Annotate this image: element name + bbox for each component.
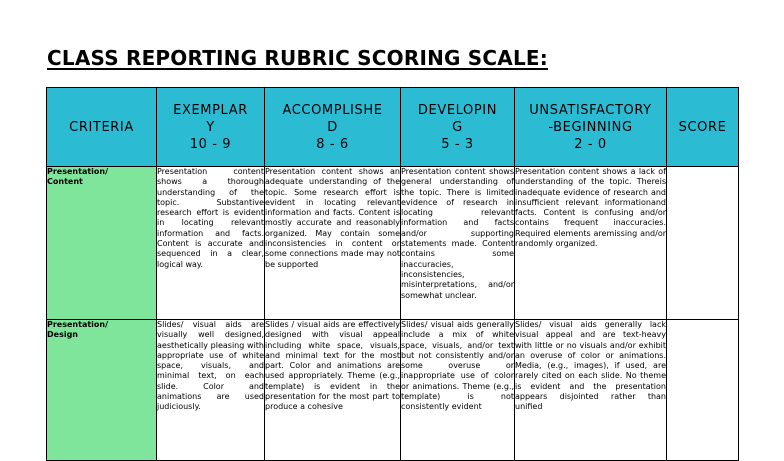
exemplary-cell: Slides/ visual aids are visually well designed, aesthetically pleasing with appropriate use of white space, visuals, and minimal text, on each slide. Color and animations are used judiciously.: [157, 320, 265, 461]
header-row: [47, 88, 739, 167]
accomplished-cell: Presentation content shows an adequate understanding of the topic. Some research effort is evident in locating relevant information and facts. Content is mostly accurate and reasonably organized. May contain some inconsistencies in content or some connections made may not be supported: [265, 167, 401, 320]
exemplary-cell: Presentation content shows a thorough understanding of the topic. Substantive research effort is evident in locating relevant information and facts. Content is accurate and sequenced in a clear, logical way.: [157, 167, 265, 320]
score-cell[interactable]: [667, 320, 739, 461]
header-accomplished: ACCOMPLISHE D 8 - 6: [265, 88, 401, 167]
unsatisfactory-cell: Slides/ visual aids generally lack visual appeal and are text-heavy with little or no visuals and/or exhibit an overuse of color or animations. Media, (e.g., images), if used, are rarely cited on each slide. No theme is evident and the presentation appears disjointed rather than unified: [515, 320, 667, 461]
table-row: [47, 167, 739, 320]
table-row: [47, 320, 739, 461]
criteria-cell: Presentation/ Design: [47, 320, 157, 461]
score-cell[interactable]: [667, 167, 739, 320]
header-score: SCORE: [667, 88, 739, 167]
developing-cell: Slides/ visual aids generally include a mix of white space, visuals, and/or text but not consistently and/or some overuse or inappropriate use of color or animations. Theme (e.g., template) is not consistently evident: [401, 320, 515, 461]
rubric-table: [46, 87, 739, 461]
header-criteria: CRITERIA: [47, 88, 157, 167]
document-title: CLASS REPORTING RUBRIC SCORING SCALE:: [47, 46, 548, 70]
unsatisfactory-cell: Presentation content shows a lack of understanding of the topic. Thereis inadequate evidence of research and insufficient relevant informationand facts. Content is confusing and/or contains frequent inaccuracies. Required elements aremissing and/or randomly organized.: [515, 167, 667, 320]
accomplished-cell: Slides / visual aids are effectively designed with visual appeal including white space, visuals, and minimal text for the most part. Color and animations are used appropriately. Theme (e.g., template) is evident in the presentation for the most part to produce a cohesive: [265, 320, 401, 461]
developing-cell: Presentation content shows general understanding of the topic. There is limited evidence of research in locating relevant information and facts and/or supporting statements made. Content contains some inaccuracies, inconsistencies, misinterpretations, and/or somewhat unclear.: [401, 167, 515, 320]
header-unsatisfactory: UNSATISFACTORY -BEGINNING 2 - 0: [515, 88, 667, 167]
criteria-cell: Presentation/ Content: [47, 167, 157, 320]
header-developing: DEVELOPIN G 5 - 3: [401, 88, 515, 167]
header-exemplary: EXEMPLAR Y 10 - 9: [157, 88, 265, 167]
